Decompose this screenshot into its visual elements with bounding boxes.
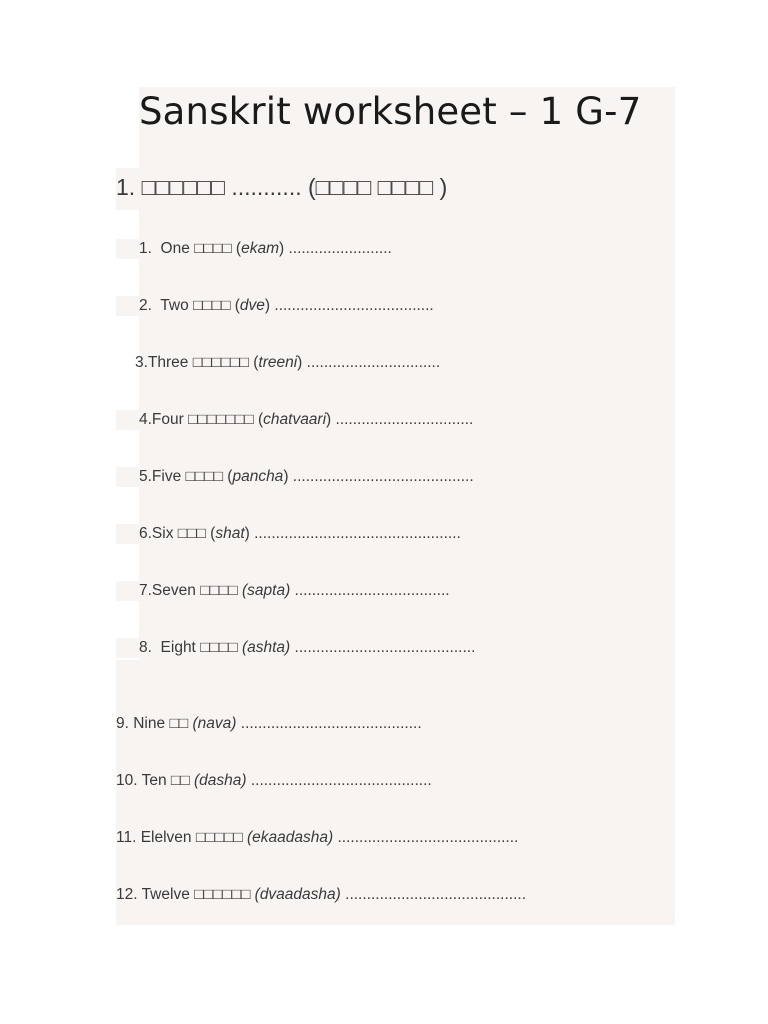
item-label: 6.Six bbox=[139, 525, 174, 542]
number-item-10: 10. Ten □□ (dasha) .......................................... bbox=[116, 772, 432, 789]
item-script: □□□ bbox=[177, 525, 206, 542]
section-heading: 1. □□□□□□ ........... (□□□□ □□□□ ) bbox=[116, 174, 448, 200]
item-script: □□□□ bbox=[200, 639, 238, 656]
item-label: 9. Nine bbox=[116, 715, 166, 732]
item-blank: .......................................... bbox=[250, 772, 432, 789]
item-label: 3.Three bbox=[135, 354, 189, 371]
item-translit: sapta bbox=[247, 582, 286, 599]
number-item-8: 8. Eight □□□□ (ashta) .......................................... bbox=[139, 639, 476, 656]
item-translit: ekam bbox=[241, 240, 279, 257]
number-item-12: 12. Twelve □□□□□□ (dvaadasha) .......................................... bbox=[116, 886, 527, 903]
item-translit: chatvaari bbox=[263, 411, 327, 428]
number-item-4: 4.Four □□□□□□□ (chatvaari) ................................ bbox=[139, 411, 474, 428]
item-script: □□□□ bbox=[194, 240, 232, 257]
item-label: 1. One bbox=[139, 240, 190, 257]
number-item-9: 9. Nine □□ (nava) .......................................... bbox=[116, 715, 422, 732]
item-blank: .......................................... bbox=[240, 715, 422, 732]
item-translit: ashta bbox=[247, 639, 286, 656]
item-label: 7.Seven bbox=[139, 582, 196, 599]
item-label: 5.Five bbox=[139, 468, 182, 485]
item-blank: .......................................... bbox=[345, 886, 527, 903]
item-translit: dve bbox=[239, 297, 265, 314]
number-item-1: 1. One □□□□ (ekam) ........................ bbox=[139, 240, 392, 257]
item-label: 8. Eight bbox=[139, 639, 196, 656]
item-script: □□□□□□ bbox=[194, 886, 251, 903]
item-translit: pancha bbox=[232, 468, 284, 485]
item-script: □□ bbox=[170, 772, 190, 789]
item-script: □□□□ bbox=[200, 582, 238, 599]
item-blank: ................................ bbox=[335, 411, 474, 428]
item-script: □□ bbox=[169, 715, 189, 732]
item-label: 2. Two bbox=[139, 297, 189, 314]
item-blank: ..................................... bbox=[274, 297, 434, 314]
item-label: 10. Ten bbox=[116, 772, 167, 789]
item-translit: ekaadasha bbox=[252, 829, 328, 846]
number-item-2: 2. Two □□□□ (dve) ..................................... bbox=[139, 297, 434, 314]
item-blank: ........................ bbox=[288, 240, 392, 257]
number-item-5: 5.Five □□□□ (pancha) .......................................... bbox=[139, 468, 474, 485]
item-translit: dasha bbox=[199, 772, 242, 789]
page-title: Sanskrit worksheet – 1 G-7 bbox=[139, 90, 642, 133]
item-blank: .......................................... bbox=[294, 639, 476, 656]
item-script: □□□□ bbox=[193, 297, 231, 314]
item-blank: .................................... bbox=[294, 582, 450, 599]
item-script: □□□□□ bbox=[195, 829, 243, 846]
item-blank: ............................... bbox=[306, 354, 441, 371]
item-translit: dvaadasha bbox=[259, 886, 336, 903]
number-item-3: 3.Three □□□□□□ (treeni) ............................... bbox=[135, 354, 441, 371]
item-blank: .......................................... bbox=[292, 468, 474, 485]
number-item-7: 7.Seven □□□□ (sapta) .................................... bbox=[139, 582, 450, 599]
item-script: □□□□ bbox=[185, 468, 223, 485]
item-label: 11. Elelven bbox=[116, 829, 192, 846]
item-translit: nava bbox=[197, 715, 232, 732]
item-blank: ................................................ bbox=[254, 525, 461, 542]
number-item-11: 11. Elelven □□□□□ (ekaadasha) .......................................... bbox=[116, 829, 519, 846]
number-item-6: 6.Six □□□ (shat) ................................................ bbox=[139, 525, 461, 542]
item-script: □□□□□□□ bbox=[188, 411, 254, 428]
item-label: 12. Twelve bbox=[116, 886, 190, 903]
item-script: □□□□□□ bbox=[192, 354, 249, 371]
item-label: 4.Four bbox=[139, 411, 184, 428]
item-translit: shat bbox=[215, 525, 245, 542]
item-blank: .......................................... bbox=[337, 829, 519, 846]
item-translit: treeni bbox=[258, 354, 298, 371]
